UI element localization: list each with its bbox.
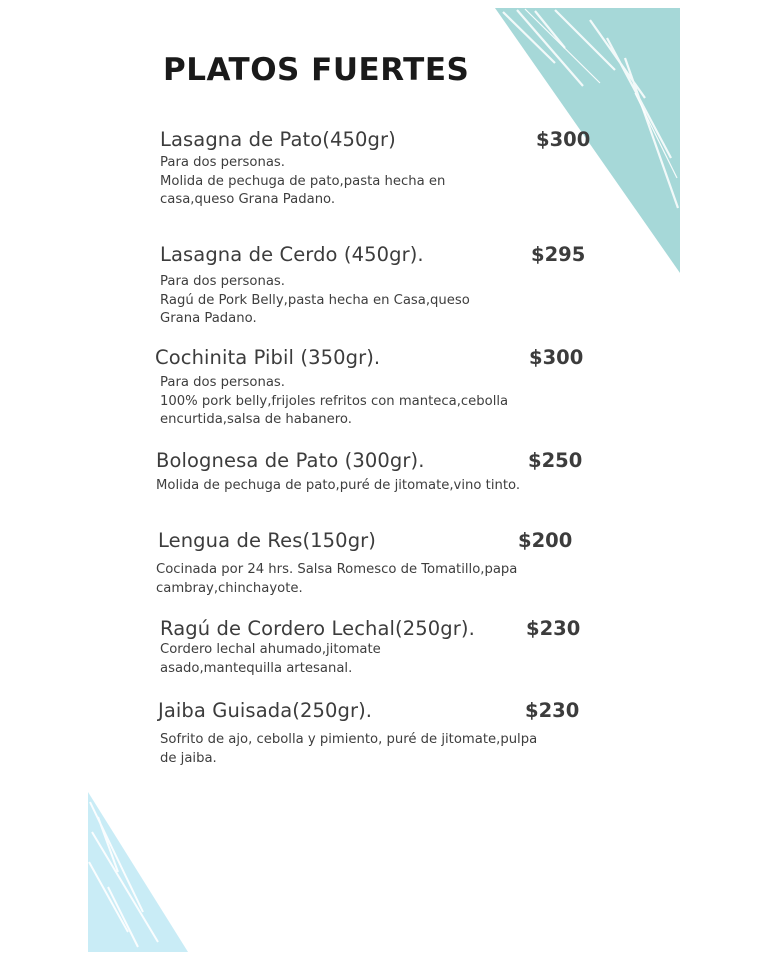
description-line: Molida de pechuga de pato,puré de jitomate,vino tinto. xyxy=(156,478,521,493)
menu-title: PLATOS FUERTES xyxy=(163,52,470,88)
dish-description xyxy=(160,731,600,768)
dish-price: $250 xyxy=(528,449,583,472)
dish-description xyxy=(160,154,600,210)
dish-description xyxy=(160,374,600,430)
description-line: Sofrito de ajo, cebolla y pimiento, puré de jitomate,pulpa xyxy=(160,732,538,747)
dish-name: Ragú de Cordero Lechal(250gr). xyxy=(160,617,475,640)
description-line: Para dos personas. xyxy=(160,274,285,289)
dish-price: $200 xyxy=(518,529,573,552)
description-line: Molida de pechuga de pato,pasta hecha en xyxy=(160,173,446,189)
description-line: encurtida,salsa de habanero. xyxy=(160,412,352,427)
description-line: Cordero lechal ahumado,jitomate xyxy=(160,642,381,657)
description-line: Para dos personas. xyxy=(160,375,285,390)
dish-name: Lasagna de Pato(450gr) xyxy=(160,128,396,151)
dish-description xyxy=(160,273,600,329)
light-blue-brush-decoration xyxy=(88,792,188,952)
dish-description xyxy=(160,641,600,678)
description-line: Ragú de Pork Belly,pasta hecha en Casa,queso xyxy=(160,292,470,308)
dish-name: Cochinita Pibil (350gr). xyxy=(155,346,381,369)
description-line: cambray,chinchayote. xyxy=(156,580,303,596)
dish-description xyxy=(156,477,596,496)
dish-price: $300 xyxy=(529,346,584,369)
dish-price: $295 xyxy=(531,243,586,266)
dish-price: $230 xyxy=(526,617,581,640)
description-line: de jaiba. xyxy=(160,750,217,766)
description-line: 100% pork belly,frijoles refritos con manteca,cebolla xyxy=(160,393,509,409)
description-line: Grana Padano. xyxy=(160,311,257,326)
dish-name: Lengua de Res(150gr) xyxy=(158,529,376,552)
description-line: Para dos personas. xyxy=(160,155,285,170)
menu-card xyxy=(88,8,680,952)
dish-name: Bolognesa de Pato (300gr). xyxy=(156,449,425,472)
dish-description xyxy=(156,561,596,598)
description-line: asado,mantequilla artesanal. xyxy=(160,660,353,676)
dish-price: $230 xyxy=(525,699,580,722)
dish-name: Lasagna de Cerdo (450gr). xyxy=(160,243,424,266)
dish-name: Jaiba Guisada(250gr). xyxy=(158,699,373,722)
description-line: Cocinada por 24 hrs. Salsa Romesco de Tomatillo,papa xyxy=(156,562,518,577)
description-line: casa,queso Grana Padano. xyxy=(160,192,336,207)
dish-price: $300 xyxy=(536,128,591,151)
